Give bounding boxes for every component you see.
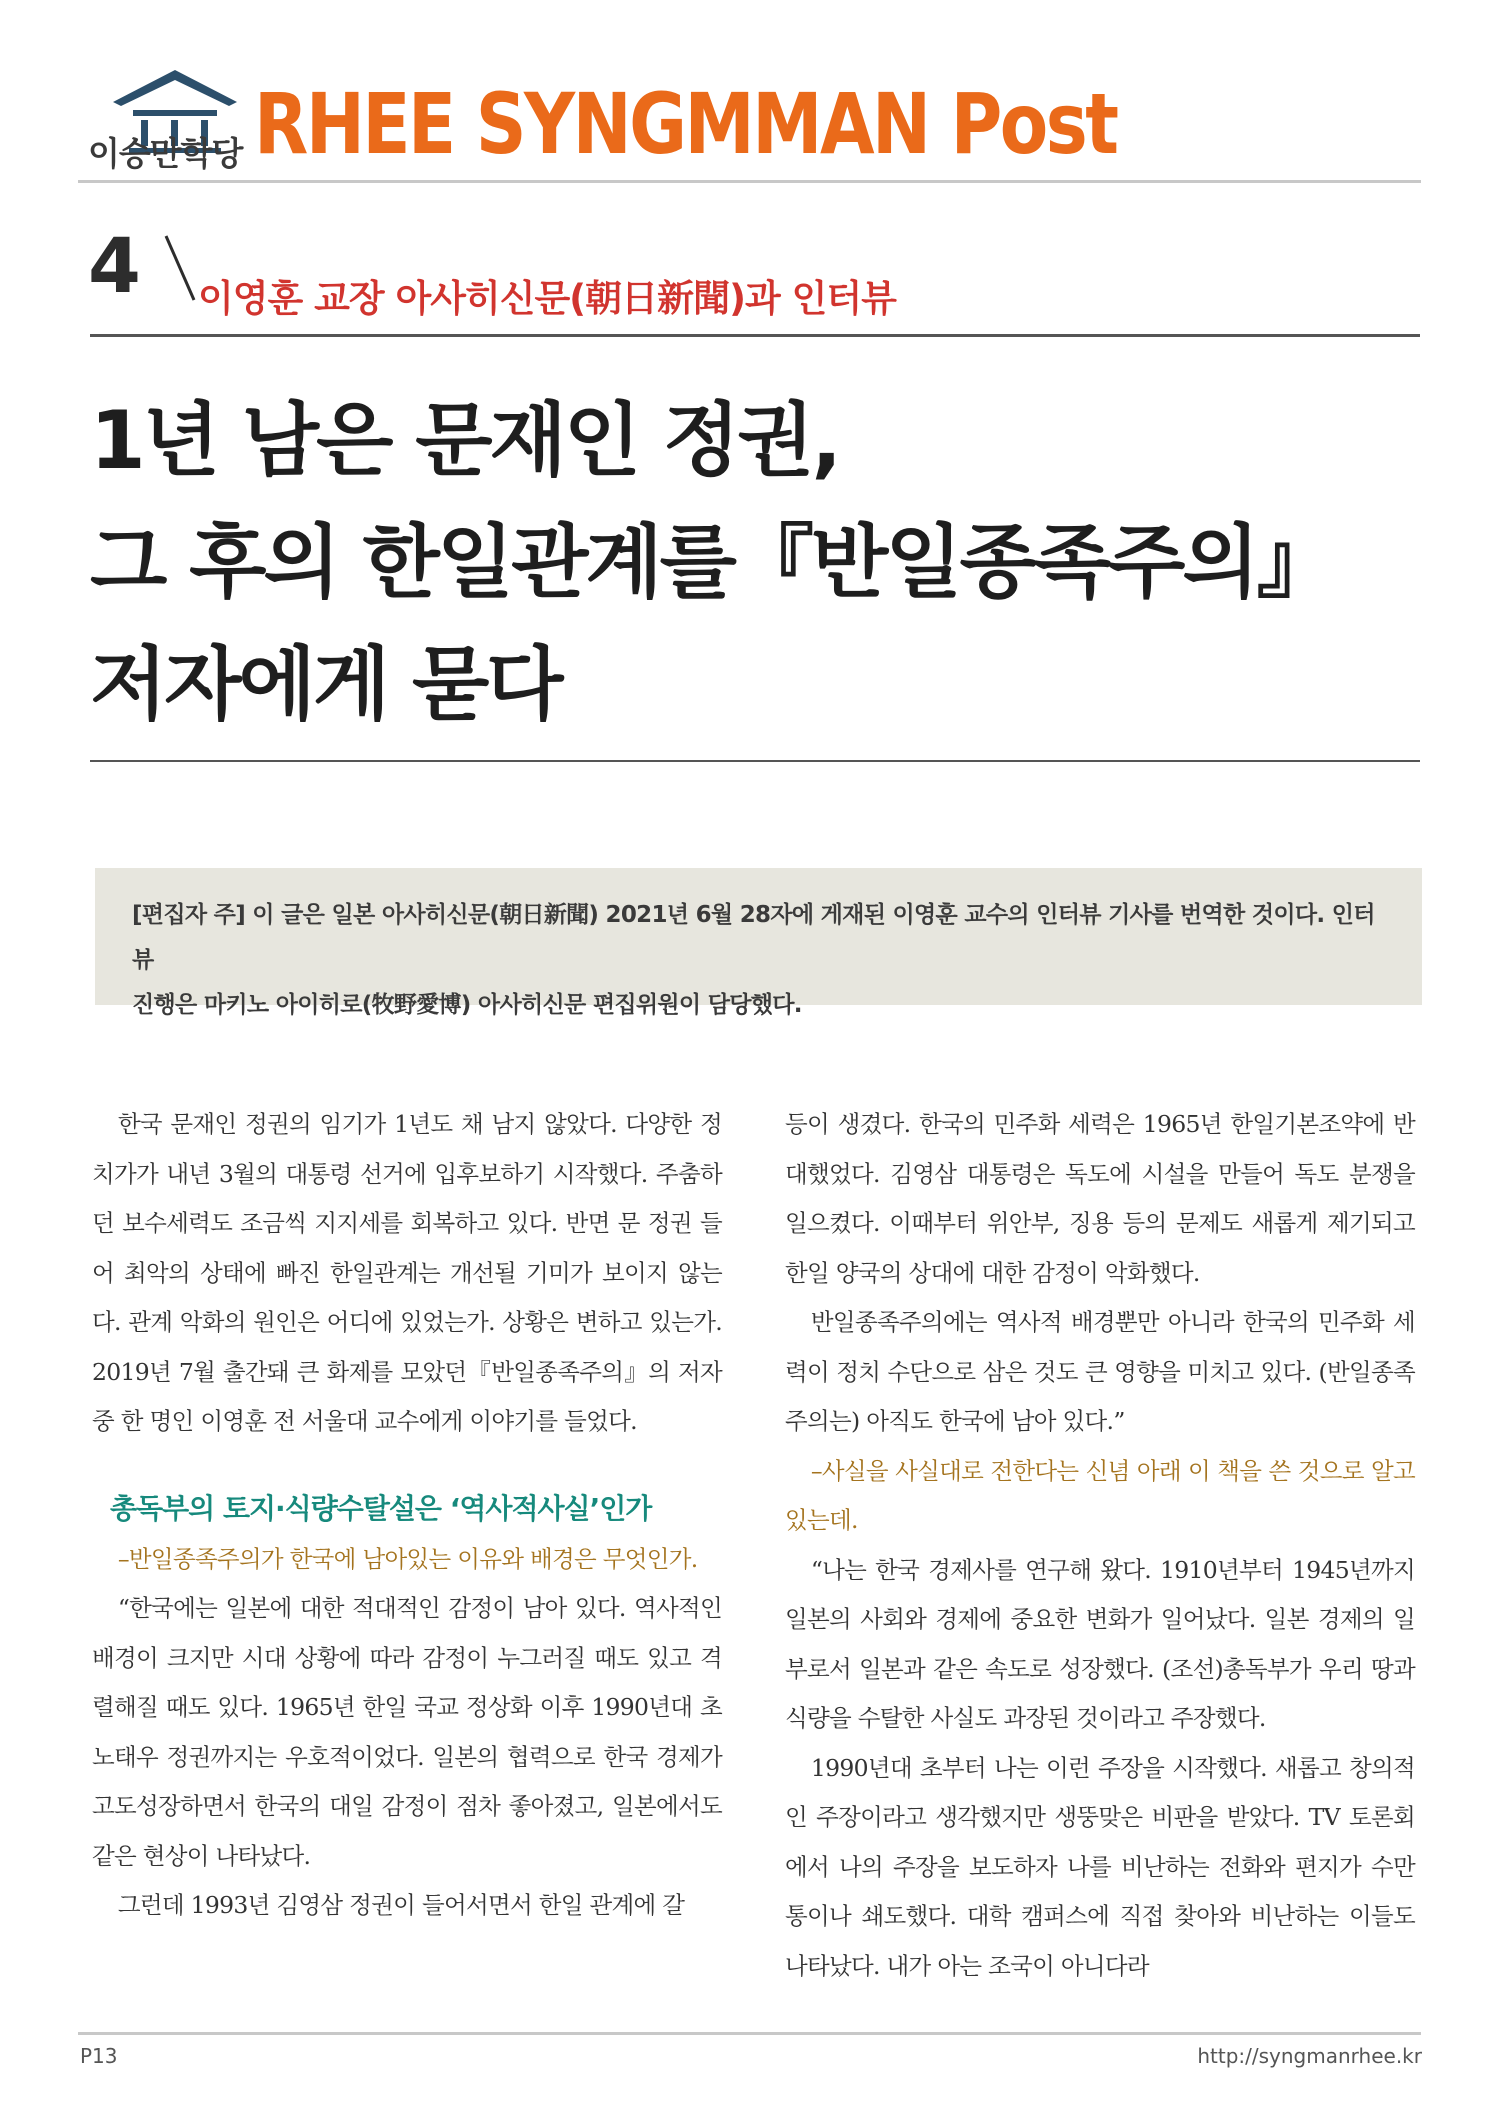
- paragraph: “나는 한국 경제사를 연구해 왔다. 1910년부터 1945년까지 일본의 사회와 경제에 중요한 변화가 일어났다. 일본 경제의 일부로서 일본과 같은 속도로 성장했다. (조선)총독부가 우리 땅과 식량을 수탈한 사실도 과장된 것이라고 주장했다.: [785, 1555, 1415, 1732]
- page-number: P13: [80, 2044, 118, 2068]
- paragraph: 그런데 1993년 김영삼 정권이 들어서면서 한일 관계에 갈: [117, 1891, 685, 1919]
- paragraph: 한국 문재인 정권의 임기가 1년도 채 남지 않았다. 다양한 정치가가 내년 3월의 대통령 선거에 입후보하기 시작했다. 주춤하던 보수세력도 조금씩 지지세를 회복하고 있다. 반면 문 정권 들어 최악의 상태에 빠진 한일관계는 개선될 기미가 보이지 않는다. 관계 악화의 원인은 어디에 있었는가. 상황은 변하고 있는가. 2019년 7월 출간돼 큰 화제를 모았던『반일종족주의』의 저자 중 한 명인 이영훈 전 서울대 교수에게 이야기를 들었다.: [92, 1110, 722, 1435]
- section-divider: [90, 334, 1420, 337]
- section-number: 4: [88, 221, 141, 310]
- body-column-left: [92, 1100, 722, 1931]
- paragraph: 1990년대 초부터 나는 이런 주장을 시작했다. 새롭고 창의적인 주장이라고 생각했지만 생뚱맞은 비판을 받았다. TV 토론회에서 나의 주장을 보도하자 나를 비난하는 전화와 편지가 수만 통이나 쇄도했다. 대학 캠퍼스에 직접 찾아와 비난하는 이들도 나타났다. 내가 아는 조국이 아니다라: [785, 1753, 1415, 1980]
- headline-divider: [90, 760, 1420, 762]
- interview-question: –반일종족주의가 한국에 남아있는 이유와 배경은 무엇인가.: [117, 1544, 698, 1573]
- subheading: 총독부의 토지·식량수탈설은 ‘역사적사실’인가: [110, 1491, 652, 1525]
- body-column-right: [785, 1100, 1415, 1991]
- interview-question: –사실을 사실대로 전한다는 신념 아래 이 책을 쓴 것으로 알고 있는데.: [785, 1456, 1415, 1534]
- headline-line-1: 1년 남은 문재인 정권,: [90, 394, 839, 487]
- headline-line-3: 저자에게 묻다: [90, 638, 561, 731]
- paragraph: 반일종족주의에는 역사적 배경뿐만 아니라 한국의 민주화 세력이 정치 수단으로 삼은 것도 큰 영향을 미치고 있다. (반일종족주의는) 아직도 한국에 남아 있다.”: [785, 1308, 1415, 1435]
- site-url-link[interactable]: http://syngmanrhee.kr: [1197, 2044, 1422, 2068]
- backslash-divider-icon: [160, 232, 200, 304]
- masthead-title: RHEE SYNGMMAN Post: [254, 75, 1117, 173]
- headline: [90, 380, 1450, 746]
- paragraph: “한국에는 일본에 대한 적대적인 감정이 남아 있다. 역사적인 배경이 크지만 시대 상황에 따라 감정이 누그러질 때도 있고 격렬해질 때도 있다. 1965년 한일 국교 정상화 이후 1990년대 초 노태우 정권까지는 우호적이었다. 일본의 협력으로 한국 경제가 고도성장하면서 한국의 대일 감정이 점차 좋아졌고, 일본에서도 같은 현상이 나타났다.: [92, 1594, 722, 1870]
- paragraph: 등이 생겼다. 한국의 민주화 세력은 1965년 한일기본조약에 반대했었다. 김영삼 대통령은 독도에 시설을 만들어 독도 분쟁을 일으켰다. 이때부터 위안부, 징용 등의 문제도 새롭게 제기되고 한일 양국의 상대에 대한 감정이 악화했다.: [785, 1110, 1415, 1287]
- top-divider: [78, 180, 1421, 183]
- editor-note: [132, 893, 1392, 1028]
- section-title: 이영훈 교장 아사히신문(朝日新聞)과 인터뷰: [198, 277, 896, 320]
- headline-line-2: 그 후의 한일관계를『반일종족주의』: [90, 516, 1334, 609]
- footer-divider: [78, 2032, 1421, 2035]
- editor-note-line-2: 진행은 마키노 아이히로(牧野愛博) 아사히신문 편집위원이 담당했다.: [132, 992, 802, 1018]
- editor-note-line-1: [편집자 주] 이 글은 일본 아사히신문(朝日新聞) 2021년 6월 28자에 게재된 이영훈 교수의 인터뷰 기사를 번역한 것이다. 인터뷰: [132, 902, 1375, 973]
- logo-label: 이승만학당: [88, 134, 243, 173]
